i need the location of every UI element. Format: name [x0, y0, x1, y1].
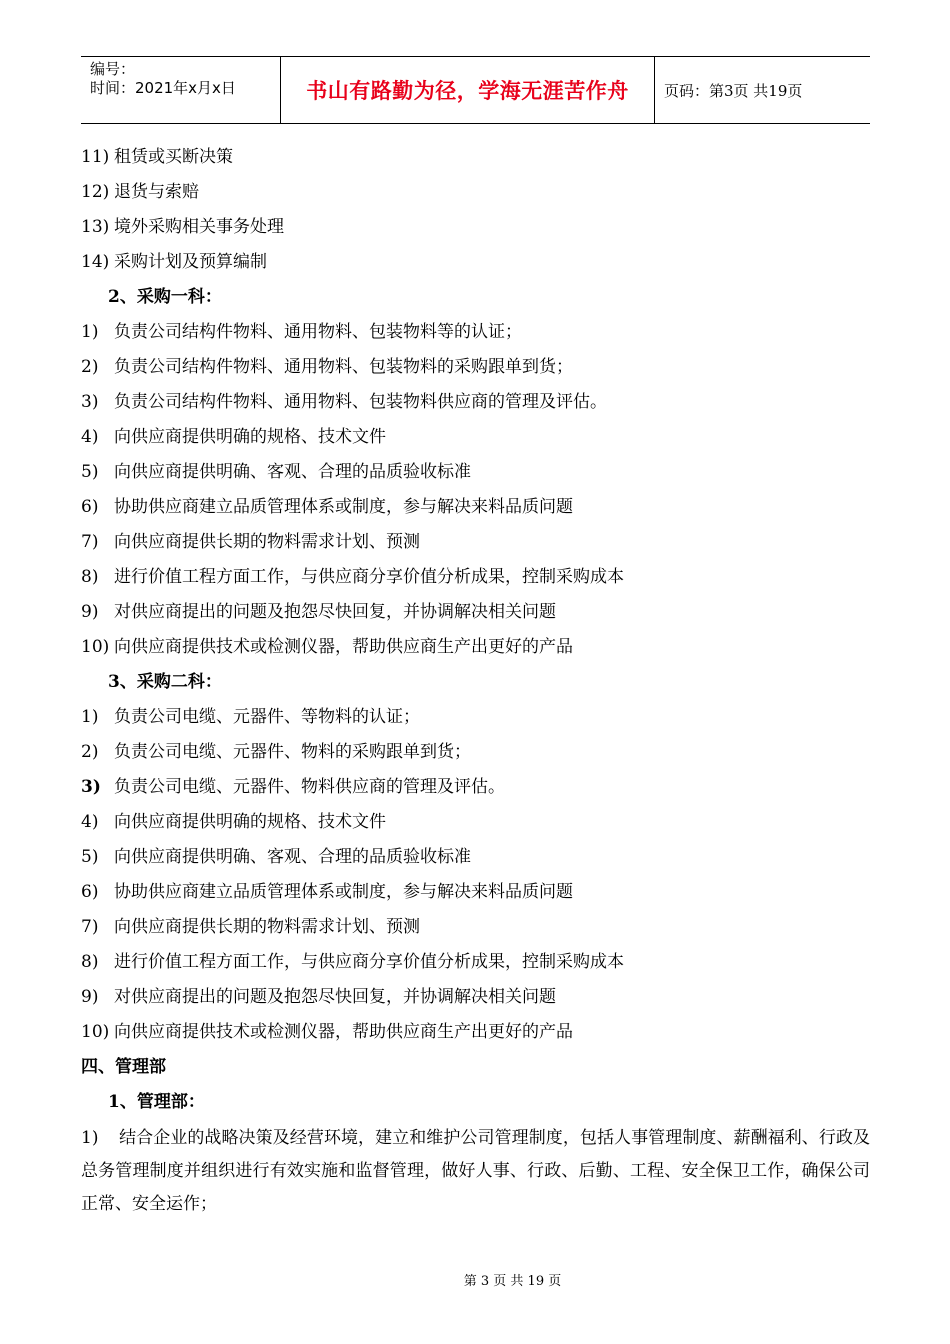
list-item-number: 1)	[81, 707, 99, 727]
list-item	[81, 1015, 870, 1050]
list-item	[81, 840, 870, 875]
list-item-text: 负责公司电缆、元器件、物料供应商的管理及评估。	[114, 777, 505, 797]
list-item	[81, 245, 870, 280]
list-item-number: 5)	[81, 847, 99, 867]
list-item	[81, 595, 870, 630]
list-item-text: 负责公司电缆、元器件、物料的采购跟单到货；	[114, 742, 471, 762]
list-item-number: 11)	[81, 147, 110, 167]
list-item-number: 2)	[81, 357, 99, 377]
list-item-number: 6)	[81, 497, 99, 517]
list-item-number: 1)	[81, 322, 99, 342]
list-item	[81, 455, 870, 490]
header-motto-cell	[281, 57, 655, 123]
list-item-number: 8)	[81, 567, 99, 587]
section-heading-management-dept: 1、管理部：	[108, 1092, 205, 1112]
list-item-number: 12)	[81, 182, 110, 202]
list-item-number: 9)	[81, 987, 99, 1007]
list-item-text: 向供应商提供明确的规格、技术文件	[114, 427, 386, 447]
list-item-text: 进行价值工程方面工作，与供应商分享价值分析成果，控制采购成本	[114, 952, 624, 972]
list-item-number: 4)	[81, 812, 99, 832]
list-item	[81, 875, 870, 910]
list-item-number: 14)	[81, 252, 110, 272]
list-purchasing-duties	[81, 140, 870, 280]
list-item	[81, 630, 870, 665]
section-heading-purchasing-1: 2、采购一科：	[108, 287, 222, 307]
list-item	[81, 735, 870, 770]
list-item-text: 协助供应商建立品质管理体系或制度，参与解决来料品质问题	[114, 882, 573, 902]
header-meta-cell	[81, 57, 281, 123]
list-item	[81, 490, 870, 525]
list-item	[81, 770, 870, 805]
list-item	[81, 700, 870, 735]
list-item	[81, 210, 870, 245]
list-item-number: 9)	[81, 602, 99, 622]
list-item	[81, 560, 870, 595]
page-header	[81, 56, 870, 124]
header-page-info: 页码：第3页 共19页	[664, 81, 803, 100]
document-code-label: 编号：	[90, 60, 136, 78]
list-item-number: 13)	[81, 217, 110, 237]
list-item-text: 向供应商提供长期的物料需求计划、预测	[114, 917, 420, 937]
list-item-text: 负责公司结构件物料、通用物料、包装物料供应商的管理及评估。	[114, 392, 607, 412]
list-item-text: 向供应商提供明确、客观、合理的品质验收标准	[114, 462, 471, 482]
list-item	[81, 350, 870, 385]
list-item-text: 采购计划及预算编制	[114, 252, 267, 272]
list-item-text: 退货与索赔	[114, 182, 199, 202]
list-item-text: 向供应商提供明确的规格、技术文件	[114, 812, 386, 832]
list-item-number: 3)	[81, 777, 101, 797]
list-item-text: 负责公司电缆、元器件、等物料的认证；	[114, 707, 420, 727]
list-item-text: 负责公司结构件物料、通用物料、包装物料的采购跟单到货；	[114, 357, 573, 377]
list-item-text: 对供应商提出的问题及抱怨尽快回复，并协调解决相关问题	[114, 602, 556, 622]
section-heading-management: 四、管理部	[81, 1057, 166, 1077]
list-item-text: 境外采购相关事务处理	[114, 217, 284, 237]
list-item	[81, 980, 870, 1015]
list-item	[81, 945, 870, 980]
list-item-number: 7)	[81, 532, 99, 552]
list-item-number: 8)	[81, 952, 99, 972]
header-motto: 书山有路勤为径，学海无涯苦作舟	[306, 79, 629, 103]
list-item	[81, 315, 870, 350]
list-item-number: 7)	[81, 917, 99, 937]
document-body	[81, 140, 870, 1221]
list-item-text: 进行价值工程方面工作，与供应商分享价值分析成果，控制采购成本	[114, 567, 624, 587]
list-item-text: 负责公司结构件物料、通用物料、包装物料等的认证；	[114, 322, 522, 342]
management-paragraph	[81, 1122, 870, 1221]
paragraph-text: 结合企业的战略决策及经营环境，建立和维护公司管理制度，包括人事管理制度、薪酬福利、行政及总务管理制度并组织进行有效实施和监督管理，做好人事、行政、后勤、工程、安全保卫工作，确保公司正常、安全运作；	[81, 1128, 870, 1214]
list-item	[81, 140, 870, 175]
list-item-number: 2)	[81, 742, 99, 762]
list-item-text: 向供应商提供明确、客观、合理的品质验收标准	[114, 847, 471, 867]
list-item-number: 4)	[81, 427, 99, 447]
list-item-text: 协助供应商建立品质管理体系或制度，参与解决来料品质问题	[114, 497, 573, 517]
list-item-text: 租赁或买断决策	[114, 147, 233, 167]
document-time-label: 时间：2021年x月x日	[90, 79, 236, 97]
list-item-number: 5)	[81, 462, 99, 482]
list-item-number: 3)	[81, 392, 99, 412]
list-item	[81, 175, 870, 210]
list-item-text: 向供应商提供技术或检测仪器，帮助供应商生产出更好的产品	[114, 1022, 573, 1042]
list-item	[81, 525, 870, 560]
list-purchasing-1	[81, 315, 870, 665]
list-item-number: 10)	[81, 637, 110, 657]
list-purchasing-2	[81, 700, 870, 1050]
list-item-number: 10)	[81, 1022, 110, 1042]
list-item-number: 6)	[81, 882, 99, 902]
list-item	[81, 385, 870, 420]
section-heading-purchasing-2: 3、采购二科：	[108, 672, 222, 692]
list-item	[81, 805, 870, 840]
page-footer: 第 3 页 共 19 页	[463, 1274, 562, 1289]
list-item	[81, 910, 870, 945]
list-item-text: 对供应商提出的问题及抱怨尽快回复，并协调解决相关问题	[114, 987, 556, 1007]
list-item-text: 向供应商提供长期的物料需求计划、预测	[114, 532, 420, 552]
list-item	[81, 420, 870, 455]
paragraph-number: 1)	[81, 1128, 99, 1148]
header-page-cell	[655, 57, 870, 123]
list-item-text: 向供应商提供技术或检测仪器，帮助供应商生产出更好的产品	[114, 637, 573, 657]
